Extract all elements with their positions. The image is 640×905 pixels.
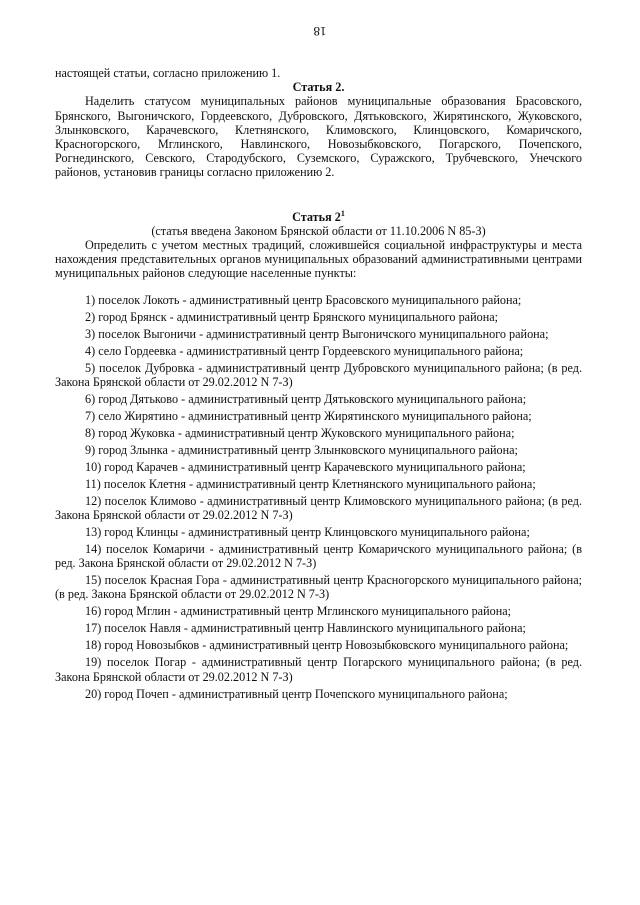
- list-item: 3) поселок Выгоничи - административный центр Выгоничского муниципального района;: [85, 326, 549, 341]
- list-item: 13) город Клинцы - административный центр Клинцовского муниципального района;: [85, 525, 530, 540]
- article-2-1-superscript: 1: [340, 208, 345, 218]
- list-item: 10) город Карачев - административный центр Карачевского муниципального района;: [85, 459, 526, 474]
- article-2-1-note: (статья введена Законом Брянской области от 11.10.2006 N 85-З): [151, 223, 486, 238]
- list-item: 19) поселок Погар - административный центр Погарского муниципального района; (в ред. Закона Брянской области от 29.02.2012 N 7-З): [55, 655, 582, 684]
- list-item: 16) город Мглин - административный центр Мглинского муниципального района;: [85, 604, 512, 619]
- list-item: 8) город Жуковка - административный центр Жуковского муниципального района;: [85, 425, 515, 440]
- article-2-1-text: Определить с учетом местных традиций, сложившейся социальной инфраструктуры и места нахождения представительных органов муниципальных образований административными центрами муниципальных районов следующие населенные пункты:: [55, 238, 582, 281]
- list-item: 14) поселок Комаричи - административный центр Комаричского муниципального района; (в ред. Закона Брянской области от 29.02.2012 N 7-З): [55, 542, 582, 571]
- list-item: 12) поселок Климово - административный центр Климовского муниципального района; (в ред. Закона Брянской области от 29.02.2012 N 7-З): [55, 493, 582, 523]
- list-item: 20) город Почеп - административный центр Почепского муниципального района;: [85, 686, 508, 701]
- intro-line: настоящей статьи, согласно приложению 1.: [55, 66, 281, 80]
- list-item: 5) поселок Дубровка - административный центр Дубровского муниципального района; (в ред. Закона Брянской области от 29.02.2012 N 7-З): [55, 360, 582, 389]
- spacer: [55, 281, 582, 293]
- article-2-text: Наделить статусом муниципальных районов муниципальные образования Брасовского, Брянского, Выгоничского, Гордеевского, Дубровского, Дятьковского, Жирятинского, Жуковского, Злынковского, Карачевского, Клетнянского, Климовского, Клинцовского, Комаричского, Красногорского, Мглинского, Навлинского, Новозыбковского, Погарского, Почепского, Рогнединского, Севского, Стародубского, Суземского, Суражского, Трубчевского, Унечского районов, установив границы согласно приложению 2.: [55, 94, 582, 180]
- list-item: 1) поселок Локоть - административный центр Брасовского муниципального района;: [85, 292, 522, 307]
- article-2-1-title-text: Статья 2: [292, 209, 341, 224]
- list-item: 4) село Гордеевка - административный центр Гордеевского муниципального района;: [85, 343, 524, 358]
- list-item: 7) село Жирятино - административный центр Жирятинского муниципального района;: [85, 408, 532, 423]
- list-item: 9) город Злынка - административный центр Злынковского муниципального района;: [85, 442, 518, 457]
- article-2-1-title: [55, 210, 582, 224]
- list-item: 18) город Новозыбков - административный центр Новозыбковского муниципального района;: [85, 638, 569, 653]
- admin-centers-list: [55, 293, 582, 701]
- article-2-title: Статья 2.: [292, 80, 345, 95]
- list-item: 2) город Брянск - административный центр Брянского муниципального района;: [85, 309, 499, 324]
- list-item: 15) поселок Красная Гора - административный центр Красногорского муниципального района; (в ред. Закона Брянской области от 29.02.2012 N 7-З): [55, 573, 582, 602]
- spacer: [55, 180, 582, 210]
- list-item: 17) поселок Навля - административный центр Навлинского муниципального района;: [85, 621, 526, 636]
- document-body: [55, 66, 582, 704]
- list-item: 6) город Дятьково - административный центр Дятьковского муниципального района;: [85, 391, 527, 406]
- list-item: 11) поселок Клетня - административный центр Клетнянского муниципального района;: [85, 476, 536, 491]
- page-number: 18: [313, 24, 327, 40]
